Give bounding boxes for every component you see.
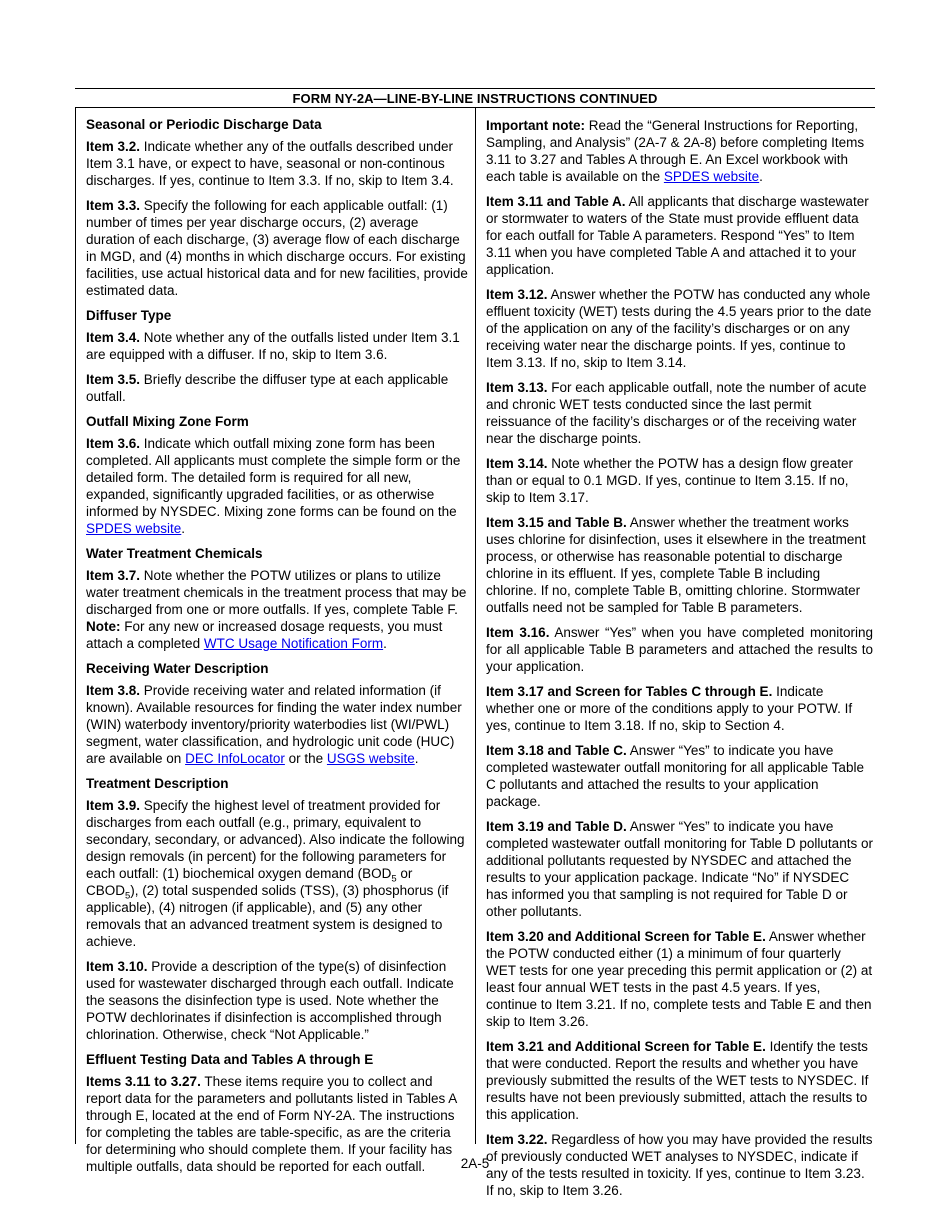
section-heading: Water Treatment Chemicals [86, 546, 263, 561]
item-label: Item 3.16. [486, 625, 550, 640]
instruction-paragraph: Item 3.19 and Table D. Answer “Yes” to indicate you have completed wastewater outfall monitoring for Table D pollutants or additional pollutants requested by NYSDEC and attached the results to your application package. Indicate “No” if NYSDEC has informed you that sampling is not required for Table D or other pollutants. [486, 819, 873, 919]
page-title: FORM NY-2A—LINE-BY-LINE INSTRUCTIONS CONTINUED [292, 91, 658, 106]
spdes-website-link[interactable]: SPDES website [663, 169, 760, 184]
section-heading: Receiving Water Description [86, 661, 269, 676]
item-label: Note: [86, 619, 121, 634]
wtc-usage-notification-form-link[interactable]: WTC Usage Notification Form [203, 636, 384, 651]
instruction-paragraph: Item 3.4. Note whether any of the outfalls listed under Item 3.1 are equipped with a diffuser. If no, skip to Item 3.6. [86, 330, 460, 362]
instruction-paragraph: Item 3.14. Note whether the POTW has a design flow greater than or equal to 0.1 MGD. If yes, continue to Item 3.15. If no, skip to Item 3.17. [486, 456, 853, 505]
instruction-paragraph: Item 3.9. Specify the highest level of treatment provided for discharges from each outfall (e.g., primary, equivalent to secondary, secondary, or advanced). Also indicate the following design removals (in percent) for the following parameters for each outfall: (1) biochemical oxygen demand ($BOD_5$ or $CBOD_5$), (2) total suspended solids (TSS), (3) phosphorus (if applicable), (4) nitrogen (if applicable), and (5) any other removals that an advanced treatment system is designed to achieve. [86, 798, 465, 949]
item-label: Item 3.7. [86, 568, 141, 583]
usgs-website-link[interactable]: USGS website [326, 751, 415, 766]
instruction-paragraph: Item 3.5. Briefly describe the diffuser type at each applicable outfall. [86, 372, 449, 404]
page-number: 2A-5 [460, 1156, 490, 1171]
item-label: Item 3.8. [86, 683, 141, 698]
item-label: Item 3.17 and Screen for Tables C through E. [486, 684, 773, 699]
instruction-paragraph: Item 3.11 and Table A. All applicants that discharge wastewater or stormwater to waters of the State must provide effluent data for each outfall for Table A parameters. Respond “Yes” to Item 3.11 when you have completed Table A and attached it to your application. [486, 194, 869, 277]
instruction-paragraph: Item 3.13. For each applicable outfall, note the number of acute and chronic WET tests conducted since the last permit reissuance of the facility’s discharges or of the receiving water near the discharge points. [486, 380, 867, 446]
instruction-paragraph: Item 3.21 and Additional Screen for Table E. Identify the tests that were conducted. Report the results and whether you have previously submitted the results of the WET tests to NYSDEC. If results have not been previously submitted, attach the results to this application. [486, 1039, 869, 1122]
item-label: Item 3.2. [86, 139, 141, 154]
item-label: Item 3.19 and Table D. [486, 819, 627, 834]
item-label: Item 3.9. [86, 798, 141, 813]
right-column [476, 108, 876, 1198]
instruction-paragraph: Item 3.16. Answer “Yes” when you have completed monitoring for all applicable Table B parameters and attached the results to your application. [486, 625, 873, 674]
item-label: Items 3.11 to 3.27. [86, 1074, 201, 1089]
item-label: Item 3.18 and Table C. [486, 743, 627, 758]
instruction-paragraph: Item 3.10. Provide a description of the type(s) of disinfection used for wastewater discharged through each outfall. Indicate the seasons the disinfection type is used. Note whether the POTW dechlorinates if disinfection is accomplished through chlorination. Otherwise, check “Not Applicable.” [86, 959, 454, 1042]
item-label: Item 3.4. [86, 330, 141, 345]
subscript: 5 [125, 890, 131, 902]
item-label: Item 3.21 and Additional Screen for Table E. [486, 1039, 766, 1054]
section-heading: Outfall Mixing Zone Form [86, 414, 249, 429]
item-label: Item 3.20 and Additional Screen for Table E. [486, 929, 766, 944]
instruction-paragraph: Item 3.2. Indicate whether any of the outfalls described under Item 3.1 have, or expect to have, seasonal or non-continous discharges. If yes, continue to Item 3.3. If no, skip to Item 3.4. [86, 139, 454, 188]
item-label: Item 3.11 and Table A. [486, 194, 626, 209]
instruction-paragraph: Item 3.18 and Table C. Answer “Yes” to indicate you have completed wastewater outfall monitoring for all applicable Table C pollutants and attached the results to your application package. [486, 743, 864, 809]
item-label: Item 3.13. [486, 380, 548, 395]
subscript: 5 [391, 873, 397, 885]
instruction-paragraph: Item 3.3. Specify the following for each applicable outfall: (1) number of times per year discharge occurs, (2) average duration of each discharge, (3) average flow of each discharge in MGD, and (4) months in which discharge occurs. For existing facilities, use actual historical data and for new facilities, provide estimated data. [86, 198, 468, 298]
item-label: Item 3.12. [486, 287, 548, 302]
instruction-paragraph: Item 3.7. Note whether the POTW utilizes or plans to utilize water treatment chemicals in the treatment process that may be discharged from one or more outfalls. If yes, complete Table F. Note: For any new or increased dosage requests, you must attach a completed WTC Usage Notification Form. [86, 568, 467, 651]
instruction-paragraph: Items 3.11 to 3.27. These items require you to collect and report data for the parameters and pollutants listed in Tables A through E, located at the end of Form NY-2A. The instructions for completing the tables are table-specific, as are the criteria for determining who should complete them. If your facility has multiple outfalls, data should be reported for each outfall. [86, 1074, 457, 1174]
instruction-paragraph: Item 3.12. Answer whether the POTW has conducted any whole effluent toxicity (WET) tests during the 4.5 years prior to the date of the application on any of the facility’s discharges or on any receiving water near the discharge points. If yes, continue to Item 3.13. If no, skip to Item 3.14. [486, 287, 872, 370]
item-label: Important note: [486, 118, 585, 133]
instruction-paragraph: Item 3.17 and Screen for Tables C through E. Indicate whether one or more of the conditions apply to your POTW. If yes, continue to Item 3.18. If no, skip to Section 4. [486, 684, 853, 733]
item-label: Item 3.14. [486, 456, 548, 471]
item-label: Item 3.10. [86, 959, 148, 974]
spdes-website-link[interactable]: SPDES website [86, 521, 182, 536]
dec-infolocator-link[interactable]: DEC InfoLocator [185, 751, 285, 766]
instruction-paragraph: Item 3.22. Regardless of how you may have provided the results of previously conducted WET analyses to NYSDEC, indicate if any of the tests resulted in toxicity. If yes, continue to Item 3.23. If no, skip to Item 3.26. [486, 1132, 873, 1198]
instruction-paragraph: Item 3.6. Indicate which outfall mixing zone form has been completed. All applicants must complete the simple form or the detailed form. The detailed form is required for all new, expanded, significantly upgraded facilities, or as otherwise informed by NYSDEC. Mixing zone forms can be found on the SPDES website. [86, 436, 461, 536]
section-heading: Diffuser Type [86, 308, 172, 323]
item-label: Item 3.15 and Table B. [486, 515, 627, 530]
section-heading: Treatment Description [86, 776, 229, 791]
instruction-paragraph: Item 3.15 and Table B. Answer whether the treatment works uses chlorine for disinfection, uses it elsewhere in the treatment process, or otherwise has reasonable potential to discharge chlorine in its effluent. If yes, complete Table B including chlorine. If no, complete Table B, omitting chlorine. Stormwater outfalls need not be sampled for Table B parameters. [486, 515, 866, 615]
header-rule-top [75, 88, 875, 89]
instruction-paragraph: Item 3.20 and Additional Screen for Table E. Answer whether the POTW conducted either (1) a minimum of four quarterly WET tests for one year preceding this permit application or (2) at least four annual WET tests in the past 4.5 years. If yes, continue to Item 3.21. If no, complete tests and Table E and then skip to Item 3.26. [486, 929, 873, 1029]
item-label: Item 3.22. [486, 1132, 548, 1147]
instruction-paragraph: Important note: Read the “General Instructions for Reporting, Sampling, and Analysis” (2A-7 & 2A-8) before completing Items 3.11 to 3.27 and Tables A through E. An Excel workbook with each table is available on the SPDES website. [486, 118, 865, 184]
instruction-paragraph: Item 3.8. Provide receiving water and related information (if known). Available resources for finding the water index number (WIN) waterbody inventory/priority waterbodies list (WI/PWL) segment, water classification, and hydrologic unit code (HUC) are available on DEC InfoLocator or the USGS website. [86, 683, 462, 766]
section-heading: Seasonal or Periodic Discharge Data [86, 117, 322, 132]
item-label: Item 3.5. [86, 372, 141, 387]
item-label: Item 3.3. [86, 198, 141, 213]
section-heading: Effluent Testing Data and Tables A through E [86, 1052, 374, 1067]
item-label: Item 3.6. [86, 436, 141, 451]
